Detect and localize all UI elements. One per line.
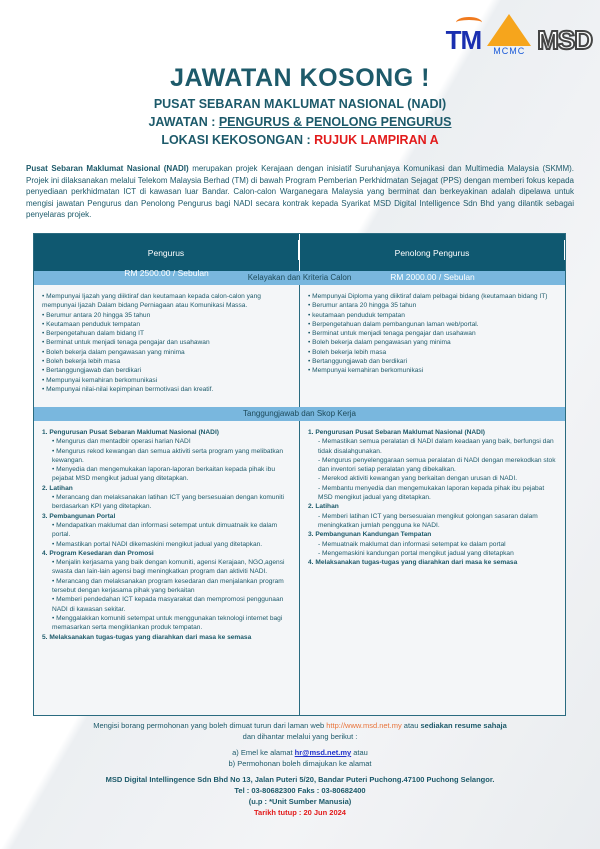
criteria-item: • Mempunyai Ijazah yang diiktiraf dan keutamaan kepada calon-calon yang mempunyai Ijazah Dalam bidang Perniagaan atau Komunikasi Massa.: [42, 293, 261, 310]
position-value: PENGURUS & PENOLONG PENGURUS: [218, 115, 452, 129]
email-link[interactable]: hr@msd.net.my: [294, 748, 352, 757]
position-label: JAWATAN :: [148, 115, 219, 129]
location-value: RUJUK LAMPIRAN A: [314, 133, 439, 147]
section-criteria: Kelayakan dan Kriteria Calon: [34, 271, 565, 285]
duty-item: - Mengurus penyelenggaraan semua peralatan di NADI dengan merekodkan stok dan inventori setiap peralatan yang dibekalkan.: [318, 456, 556, 474]
heading: [0, 64, 600, 147]
duty-item: - Mengemaskini kandungan portal mengikut jadual yang ditetapkan: [318, 549, 514, 557]
duty-item: - Memuatnaik maklumat dan informasi setempat ke dalam portal: [318, 540, 506, 548]
duty-item: • Menyedia dan mengemukakan laporan-laporan berkaitan kepada pihak ibu pejabat MSD mengikut jadual yang ditetapkan.: [52, 466, 275, 483]
duty-item: • Menggalakkan komuniti setempat untuk menggunakan teknologi internet bagi memasarkan serta mengiklankan produk tempatan.: [52, 614, 283, 632]
duty-item: • Menjalin kerjasama yang baik dengan komuniti, agensi Kerajaan, NGO,agensi swasta dan lain-lain agensi bagi meningkatkan program dan aktiviti NADI.: [52, 559, 285, 576]
criteria-item: • Boleh bekerja dalam pengawasan yang minima: [308, 339, 451, 347]
intro-paragraph: [26, 163, 574, 221]
page-title: JAWATAN KOSONG !: [170, 64, 430, 92]
apply-text: [0, 720, 600, 742]
intro-text: merupakan projek Kerajaan dengan inisiatif Suruhanjaya Komunikasi dan Multimedia Malaysia (SKMM). Projek ini dilaksanakan melalui Telekom Malaysia Berhad (TM) di bawah Program Pemberian Perkhidmatan Sejagat (PPS) dengan memberi fokus kepada penyediaan perkhidmatan ICT di kawasan luar Bandar. Calon-calon Warganegara Malaysia yang berminat dan berkeyakinan adalah dipelawa untuk mengisi jawatan Pengurus dan Penolong Pengurus bagi NADI secara kontrak kepada Syarikat MSD Digital Intelligence Sdn Bhd yang dilantik sebagai penyelaras projek.: [26, 164, 575, 219]
criteria-row: [34, 285, 565, 407]
criteria-item: • Berpengetahuan dalam pembangunan laman web/portal.: [308, 320, 479, 328]
msd-logo: MSD: [537, 25, 592, 55]
criteria-item: • Mempunyai nilai-nilai kepimpinan bermotivasi dan kreatif.: [42, 385, 214, 393]
duty-heading: 4. Program Kesedaran dan Promosi: [42, 549, 154, 557]
duty-heading: 3. Pembangunan Kandungan Tempatan: [308, 531, 432, 539]
criteria-right: [300, 285, 565, 407]
duty-item: - Membantu menyedia dan mengemukakan laporan kepada pihak ibu pejabat MSD mengikut jadual yang ditetapkan.: [318, 484, 545, 502]
org-name: PUSAT SEBARAN MAKLUMAT NASIONAL (NADI): [153, 97, 447, 111]
email-line: [0, 747, 600, 758]
position-salary: RM 2000.00 / Sebulan: [390, 272, 475, 282]
position-salary: RM 2500.00 / Sebulan: [124, 268, 209, 278]
apply-text-1: Mengisi borang permohonan yang boleh dimuat turun dari laman web: [93, 721, 327, 730]
criteria-item: • Berminat untuk menjadi tenaga pengajar dan usahawan: [308, 330, 476, 338]
duty-item: • Merancang dan melaksanakan program kesedaran dan menjalankan program tersebut dengan kerjasama pihak yang berkaitan: [52, 577, 284, 595]
duty-heading: 1. Pengurusan Pusat Sebaran Maklumat Nasional (NADI): [42, 429, 219, 436]
criteria-item: • Boleh bekerja lebih masa: [42, 358, 121, 366]
criteria-item: • Berumur antara 20 hingga 35 tahun: [308, 302, 417, 310]
email-post: atau: [351, 748, 368, 757]
duty-heading: 2. Latihan: [42, 484, 73, 492]
position-line: [0, 115, 600, 129]
closing-date: Tarikh tutup : 20 Jun 2024: [254, 808, 346, 817]
location-line: [0, 133, 600, 147]
duty-item: • Memastikan portal NADI dikemaskini mengikut jadual yang ditetapkan.: [52, 540, 263, 548]
criteria-item: • Keutamaan penduduk tempatan: [42, 320, 140, 328]
position-title: Pengurus: [34, 240, 299, 260]
criteria-item: • Berminat untuk menjadi tenaga pengajar dan usahawan: [42, 339, 210, 347]
criteria-item: • Bertanggungjawab dan berdikari: [308, 358, 408, 366]
duty-heading: 5. Melaksanakan tugas-tugas yang diarahkan dari masa ke semasa: [42, 633, 252, 641]
criteria-item: • Mempunyai kemahiran berkomunikasi: [308, 367, 424, 375]
duty-item: • Mengurus rekod kewangan dan semua aktiviti serta program yang melibatkan kewangan.: [52, 447, 284, 464]
partner-logos: [446, 14, 592, 56]
criteria-item: • Boleh bekerja dalam pengawasan yang minima: [42, 348, 185, 356]
duty-item: - Memberi latihan ICT yang bersesuaian mengikut golongan sasaran dalam meningkatkan jumlah pengguna ke NADI.: [318, 512, 538, 529]
duty-item: • Memberi pendedahan ICT kepada masyarakat dan mempromosi penggunaan NADI di kawasan sekitar.: [52, 596, 284, 613]
address: MSD Digital Intellingence Sdn Bhd No 13, Jalan Puteri 5/20, Bandar Puteri Puchong.47100 Puchong Selangor.: [105, 775, 495, 784]
website-link[interactable]: http://www.msd.net.my: [326, 721, 402, 730]
duty-item: - Merekod aktiviti kewangan yang berkaitan dengan urusan di NADI.: [318, 475, 518, 483]
criteria-item: • Bertanggungjawab dan berdikari: [42, 367, 142, 375]
intro-bold: Pusat Sebaran Maklumat Nasional (NADI): [26, 164, 189, 173]
position-pengurus: [34, 234, 300, 278]
criteria-item: • Berpengetahuan dalam bidang IT: [42, 330, 145, 338]
criteria-item: • keutamaan penduduk tempatan: [308, 311, 405, 319]
apply-bold: sediakan resume sahaja: [420, 721, 507, 730]
criteria-item: • Mempunyai kemahiran berkomunikasi: [42, 376, 158, 384]
duty-item: • Merancang dan melaksanakan latihan ICT yang bersesuaian dengan komuniti berdasarkan KPI yang ditetapkan.: [52, 494, 285, 511]
duty-item: • Mengurus dan mentadbir operasi harian NADI: [52, 438, 191, 446]
tm-logo: TM: [445, 25, 482, 55]
duty-heading: 2. Latihan: [308, 503, 339, 511]
contact-numbers: Tel : 03-80682300 Faks : 03-80682400: [234, 786, 366, 795]
criteria-item: • Berumur antara 20 hingga 35 tahun: [42, 311, 151, 319]
location-label: LOKASI KEKOSONGAN :: [161, 133, 315, 147]
position-title: Penolong Pengurus: [300, 240, 565, 260]
duty-heading: 1. Pengurusan Pusat Sebaran Maklumat Nasional (NADI): [308, 429, 485, 436]
duty-item: • Mendapatkan maklumat dan informasi setempat untuk dimuatnaik ke dalam portal.: [52, 521, 278, 539]
duty-heading: 3. Pembangunan Portal: [42, 512, 116, 520]
duties-right: [300, 421, 565, 715]
mcmc-logo: MCMC: [487, 14, 531, 56]
job-table: [33, 233, 566, 716]
duty-item: - Memastikan semua peralatan di NADI dalam keadaan yang baik, berfungsi dan tidak disalahgunakan.: [318, 438, 554, 455]
duties-row: [34, 421, 565, 715]
criteria-item: • Boleh bekerja lebih masa: [308, 348, 387, 356]
position-penolong: [300, 234, 565, 282]
section-duties: Tanggungjawab dan Skop Kerja: [34, 407, 565, 421]
criteria-item: • Mempunyai Diploma yang diiktiraf dalam pelbagai bidang (keutamaan bidang IT): [308, 293, 548, 300]
apply-text-2: atau: [401, 721, 421, 730]
duties-left: [34, 421, 300, 715]
footer: [0, 720, 600, 818]
email-pre: a) Emel ke alamat: [232, 748, 295, 757]
attention: (u.p : *Unit Sumber Manusia): [248, 797, 352, 806]
duty-heading: 4. Melaksanakan tugas-tugas yang diarahkan dari masa ke semasa: [308, 559, 518, 567]
post-line: b) Permohonan boleh dimajukan ke alamat: [228, 759, 372, 768]
apply-text-3: dan dihantar melalui yang berikut :: [242, 732, 358, 741]
criteria-left: [34, 285, 300, 407]
